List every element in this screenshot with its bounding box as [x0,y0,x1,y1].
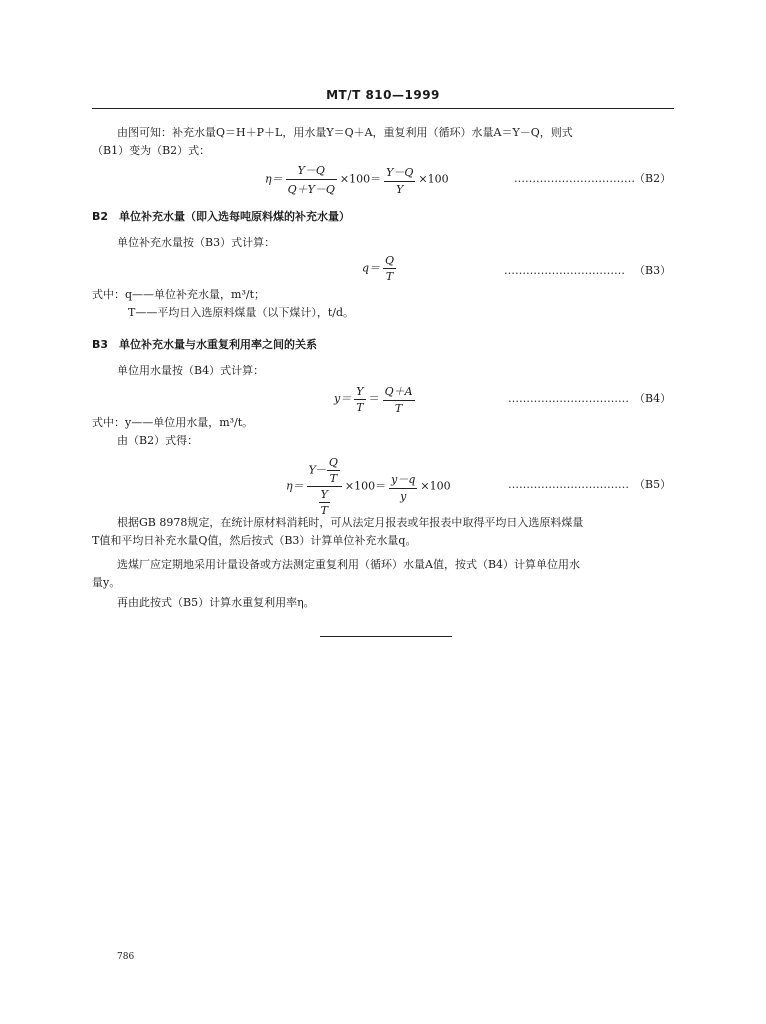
equation-b2 [265,162,449,197]
section-heading-b2: B2 单位补充水量（即入选每吨原料煤的补充水量） [92,210,351,223]
eq-b4-leader-dots: …………………………… [508,392,629,405]
eq-b5-leader-dots: …………………………… [508,478,629,491]
section-heading-b3: B3 单位补充水量与水重复利用率之间的关系 [92,338,318,351]
eq-b5-inner-top-denominator: T [329,472,338,485]
equation-b3 [362,254,399,283]
eq-b3-tag: （B3） [634,264,672,277]
eq-b4-tag: （B4） [634,392,672,405]
eq-b5-inner-fraction-top [327,456,340,485]
eq-b2-mid: ×100＝ [339,172,382,186]
eq-b5-lhs: η＝ [286,479,304,493]
eq-b3-lhs: q＝ [362,261,381,275]
eq-b5-tag: （B5） [634,478,672,491]
eq-b5-frac2-denominator: y [400,489,407,503]
eq-b5-tail: ×100 [420,479,451,493]
eq-b2-tag: （B2） [634,172,672,185]
plant-line-1: 选煤厂应定期地采用计量设备或方法测定重复利用（循环）水量A值，按式（B4）计算单位用水 [117,558,581,571]
eq-b2-frac1-numerator: Y－Q [286,162,337,180]
eq-b3-denominator: T [385,270,394,283]
eq-b2-frac1-denominator: Q＋Y－Q [287,183,335,196]
eq-b3-leader-dots: …………………………… [504,264,625,277]
eq-b4-frac1-numerator: Y [354,385,365,400]
eq-b5-compound-fraction [307,456,342,517]
eq-b4-lhs: y＝ [334,392,352,405]
eq-b5-num-y: Y [308,463,316,477]
final-paragraph: 再由此按式（B5）计算水重复利用率η。 [117,596,315,609]
b4-where: 式中：y——单位用水量，m³/t。 [92,416,254,429]
equation-b4 [334,383,418,415]
eq-b5-compound-denominator [307,487,342,517]
eq-b2-fraction-2 [384,164,415,196]
eq-b5-frac2-numerator: y－q [389,471,417,489]
from-b2: 由（B2）式得： [117,434,199,447]
eq-b5-inner-bottom-numerator: Y [319,488,330,503]
eq-b2-leader-dots: …………………………… [514,172,635,185]
b3-where-line-1: 式中：q——单位补充水量，m³/t； [92,288,266,301]
eq-b4-mid: ＝ [368,392,380,405]
eq-b4-fraction-1 [354,385,365,414]
b4-intro: 单位用水量按（B4）式计算： [117,364,265,377]
eq-b4-frac2-denominator: T [394,402,403,415]
header-rule [92,108,674,109]
gb-line-2: T值和平均日补充水量Q值，然后按式（B3）计算单位补充水量q。 [92,534,417,547]
eq-b2-tail: ×100 [418,172,449,186]
plant-line-2: 量y。 [92,576,121,589]
eq-b4-frac1-denominator: T [356,400,364,414]
equation-b5 [286,456,451,517]
eq-b4-frac2-numerator: Q＋A [383,383,415,401]
b3-intro: 单位补充水量按（B3）式计算： [117,236,276,249]
intro-line-1: 由图可知：补充水量Q＝H＋P＋L，用水量Y＝Q＋A，重复利用（循环）水量A＝Y－Q，则式 [117,126,573,139]
eq-b2-fraction-1 [286,162,337,197]
eq-b5-compound-numerator [307,456,342,487]
eq-b5-mid: ×100＝ [344,479,387,493]
eq-b2-frac2-numerator: Y－Q [384,164,415,182]
eq-b3-fraction [383,254,396,283]
intro-line-2: （B1）变为（B2）式： [92,144,211,157]
eq-b2-lhs: η＝ [265,172,283,186]
eq-b4-fraction-2 [383,383,415,415]
page-number: 786 [117,952,135,962]
eq-b5-fraction-2 [389,471,417,503]
eq-b5-num-minus: － [315,463,327,477]
eq-b5-inner-bottom-denominator: T [320,504,328,517]
end-rule [320,636,452,637]
eq-b5-inner-fraction-bottom [319,488,330,517]
eq-b2-frac2-denominator: Y [396,182,404,196]
eq-b3-numerator: Q [385,254,395,267]
b3-where-line-2: T——平均日入选原料煤量（以下煤计），t/d。 [128,306,355,319]
gb-line-1: 根据GB 8978规定，在统计原材料消耗时，可从法定月报表或年报表中取得平均日入选原料煤量 [117,516,584,529]
eq-b5-inner-top-numerator: Q [328,456,338,469]
standard-number-header: MT/T 810—1999 [326,88,440,102]
